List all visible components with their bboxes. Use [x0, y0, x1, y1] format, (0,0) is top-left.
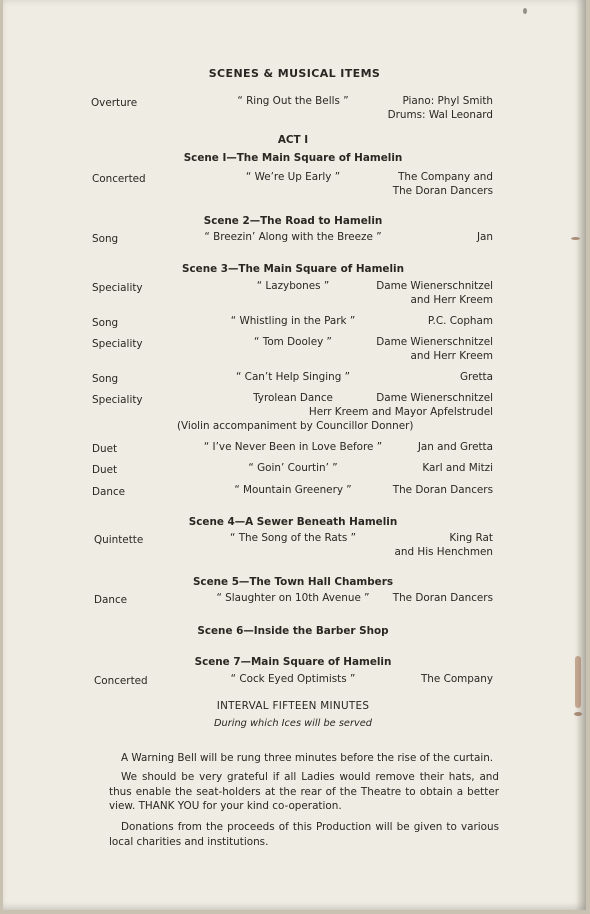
item-performer: Karl and Mitzi — [422, 462, 493, 474]
item-note: (Violin accompaniment by Councillor Donner) — [177, 420, 414, 432]
item-title: “ I’ve Never Been in Love Before ” — [203, 441, 383, 453]
item-title: “ Slaughter on 10th Avenue ” — [216, 592, 370, 604]
page-heading: SCENES & MUSICAL ITEMS — [208, 67, 381, 80]
item-performer: The Doran Dancers — [392, 484, 493, 496]
programme-page — [3, 0, 586, 910]
item-title: “ Can’t Help Singing ” — [236, 371, 350, 383]
item-performer: and Herr Kreem — [410, 294, 493, 306]
item-type: Concerted — [92, 173, 146, 185]
scene-heading: Scene 3—The Main Square of Hamelin — [182, 263, 404, 275]
item-title: “ Breezin’ Along with the Breeze ” — [204, 231, 382, 243]
item-title: “ Mountain Greenery ” — [234, 484, 352, 496]
item-type: Duet — [92, 464, 118, 476]
act-heading: ACT I — [277, 134, 309, 146]
item-title: “ The Song of the Rats ” — [230, 532, 356, 544]
item-title: “ Goin’ Courtin’ ” — [248, 462, 338, 474]
scene-heading: Scene 2—The Road to Hamelin — [203, 215, 383, 227]
item-title: “ Tom Dooley ” — [254, 336, 332, 348]
item-performer: Jan and Gretta — [417, 441, 493, 453]
item-type: Speciality — [92, 282, 143, 294]
item-type: Dance — [92, 486, 126, 498]
item-performer: and His Henchmen — [394, 546, 493, 558]
item-type: Speciality — [92, 394, 143, 406]
notice-warning-bell — [109, 751, 499, 766]
item-performer: Jan — [476, 231, 493, 243]
item-type: Song — [92, 233, 119, 245]
page-edge-shadow — [576, 0, 586, 910]
item-title: Tyrolean Dance — [253, 392, 333, 404]
notice-text: A Warning Bell will be rung three minutes before the rise of the curtain. — [121, 752, 494, 764]
item-performer: King Rat — [449, 532, 493, 544]
item-type: Speciality — [92, 338, 143, 350]
scene-heading: Scene 7—Main Square of Hamelin — [194, 656, 392, 668]
item-performer: P.C. Copham — [427, 315, 493, 327]
item-performer: The Company and — [398, 171, 493, 183]
paper-stain — [571, 237, 580, 240]
item-performer: and Herr Kreem — [410, 350, 493, 362]
item-performer: The Doran Dancers — [392, 592, 493, 604]
item-performer: Dame Wienerschnitzel — [376, 280, 493, 292]
item-title: “ Whistling in the Park ” — [230, 315, 356, 327]
item-performer: Dame Wienerschnitzel — [376, 336, 493, 348]
paper-stain — [575, 656, 581, 708]
item-performer: The Company — [420, 673, 493, 685]
item-type: Dance — [94, 594, 128, 606]
item-title: “ Lazybones ” — [256, 280, 330, 292]
item-type: Overture — [91, 97, 138, 109]
item-title: “ Cock Eyed Optimists ” — [230, 673, 356, 685]
item-performer: Herr Kreem and Mayor Apfelstrudel — [308, 406, 493, 418]
item-type: Quintette — [94, 534, 144, 546]
interval-subtitle: During which Ices will be served — [213, 718, 373, 729]
item-type: Song — [92, 317, 119, 329]
item-performer: Drums: Wal Leonard — [387, 109, 493, 121]
item-performer: Dame Wienerschnitzel — [376, 392, 493, 404]
item-type: Song — [92, 373, 119, 385]
notice-hats — [109, 770, 499, 814]
scene-heading: Scene 6—Inside the Barber Shop — [197, 625, 389, 637]
item-performer: Piano: Phyl Smith — [402, 95, 493, 107]
item-title: “ We’re Up Early ” — [245, 171, 341, 183]
notice-donations — [109, 820, 499, 849]
item-performer: Gretta — [459, 371, 493, 383]
item-title: “ Ring Out the Bells ” — [237, 95, 349, 107]
item-performer: The Doran Dancers — [392, 185, 493, 197]
paper-stain — [523, 8, 527, 14]
scene-heading: Scene I—The Main Square of Hamelin — [183, 152, 403, 164]
item-type: Concerted — [94, 675, 148, 687]
scene-heading: Scene 4—A Sewer Beneath Hamelin — [188, 516, 398, 528]
paper-stain — [574, 712, 582, 716]
notice-text: Donations from the proceeds of this Production will be given to various local charities and institutions. — [109, 821, 499, 848]
item-type: Duet — [92, 443, 118, 455]
scene-heading: Scene 5—The Town Hall Chambers — [192, 576, 394, 588]
interval-title: INTERVAL FIFTEEN MINUTES — [216, 700, 370, 712]
notice-text: We should be very grateful if all Ladies would remove their hats, and thus enable the seat-holders at the rear of the Theatre to obtain a better view. THANK YOU for your kind co-operation. — [109, 771, 499, 812]
